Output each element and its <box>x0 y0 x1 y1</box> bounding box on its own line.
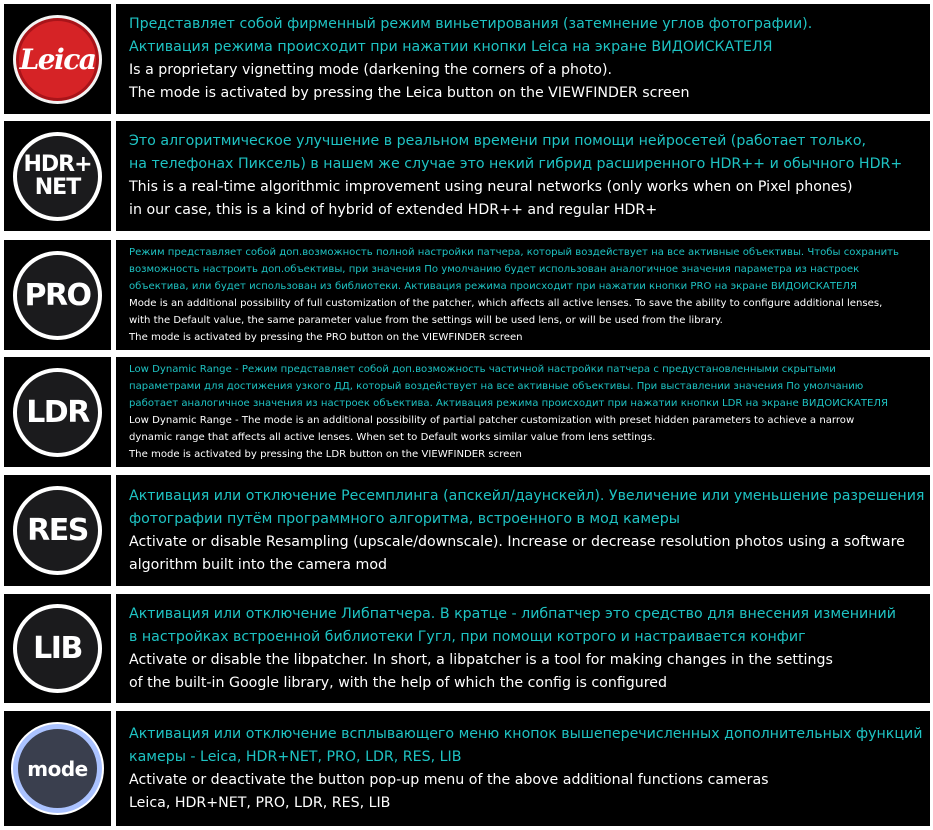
badge-label: LDR <box>26 394 89 430</box>
description-ru-line: параметрами для достижения узкого ДД, который воздействует на все активные объективы. При выставлении значения По умолчанию <box>129 381 864 392</box>
feature-row-mode <box>0 711 933 826</box>
description-en-line: Activate or deactivate the button pop-up menu of the above additional functions cameras <box>129 771 769 788</box>
badge-label: LIB <box>33 631 82 666</box>
badge-label: mode <box>27 756 88 781</box>
feature-row-hdr-net <box>0 121 933 231</box>
description-cell <box>116 711 930 826</box>
feature-row-res <box>0 475 933 586</box>
icon-cell <box>4 240 111 350</box>
description-ru-line: возможность настроить доп.объективы, при значения По умолчанию будет использован аналогичное значения параметра из настроек <box>129 264 860 275</box>
description-cell <box>116 4 930 114</box>
description-en-line: Is a proprietary vignetting mode (darkening the corners of a photo). <box>129 62 612 78</box>
badge-label: RES <box>27 513 88 548</box>
description-en-line: The mode is activated by pressing the Leica button on the VIEWFINDER screen <box>129 85 690 101</box>
description-en-line: Activate or disable the libpatcher. In short, a libpatcher is a tool for making changes in the settings <box>129 651 833 668</box>
description-ru-line: фотографии путём программного алгоритма, встроенного в мод камеры <box>129 510 680 527</box>
description-ru-line: объектива, или будет использован из библиотеки. Активация режима происходит при нажатии кнопки PRO на экране ВИДОИСКАТЕЛЯ <box>129 281 857 292</box>
description-en-line: with the Default value, the same parameter value from the settings will be used lens, or will be used from the library. <box>129 315 723 326</box>
icon-cell <box>4 121 111 231</box>
description-cell <box>116 475 930 586</box>
description-ru-line: на телефонах Пиксель) в нашем же случае это некий гибрид расширенного HDR++ и обычного HDR+ <box>129 156 903 172</box>
description-ru-line: Режим представляет собой доп.возможность полной настройки патчера, который воздействует на все активные объективы. Чтобы сохранить <box>129 247 899 258</box>
description-en-line: Activate or disable Resampling (upscale/downscale). Increase or decrease resolution photos using a software <box>129 533 905 550</box>
icon-cell <box>4 711 111 826</box>
description-en-line: The mode is activated by pressing the LDR button on the VIEWFINDER screen <box>129 449 522 460</box>
feature-row-lib <box>0 594 933 703</box>
feature-row-pro <box>0 240 933 350</box>
icon-cell <box>4 4 111 114</box>
hdr-net-button-icon <box>13 132 102 221</box>
description-en-line: Mode is an additional possibility of full customization of the patcher, which affects all active lenses. To save the ability to configure additional lenses, <box>129 298 883 309</box>
description-en-line: in our case, this is a kind of hybrid of extended HDR++ and regular HDR+ <box>129 202 658 218</box>
ldr-button-icon <box>13 368 102 457</box>
description-ru-line: Low Dynamic Range - Режим представляет собой доп.возможность частичной настройки патчера с предустановленными скрытыми <box>129 364 836 375</box>
description-cell <box>116 121 930 231</box>
description-ru-line: в настройках встроенной библиотеки Гугл, при помощи котрого и настраивается конфиг <box>129 628 806 645</box>
badge-label: PRO <box>24 277 91 313</box>
lib-button-icon <box>13 604 102 693</box>
description-en-line: algorithm built into the camera mod <box>129 556 388 573</box>
icon-cell <box>4 357 111 467</box>
description-ru-line: работает аналогичное значения из настроек объектива. Активация режима происходит при нажатии кнопки LDR на экране ВИДОИСКАТЕЛЯ <box>129 398 889 409</box>
description-ru-line: камеры - Leica, HDR+NET, PRO, LDR, RES, LIB <box>129 748 462 765</box>
description-en-line: The mode is activated by pressing the PRO button on the VIEWFINDER screen <box>129 332 523 343</box>
description-cell <box>116 240 930 350</box>
description-ru-line: Представляет собой фирменный режим виньетирования (затемнение углов фотографии). <box>129 16 813 32</box>
badge-label: HDR+ <box>23 152 92 177</box>
description-en-line: of the built-in Google library, with the help of which the config is configured <box>129 674 668 691</box>
description-en-line: This is a real-time algorithmic improvement using neural networks (only works when on Pixel phones) <box>129 179 853 195</box>
pro-button-icon <box>13 251 102 340</box>
icon-cell <box>4 475 111 586</box>
description-ru-line: Активация или отключение всплывающего меню кнопок вышеперечисленных дополнительных функций <box>129 725 923 742</box>
badge-label: Leica <box>19 42 96 76</box>
leica-button-icon <box>13 15 102 104</box>
mode-button-icon <box>13 724 102 813</box>
description-ru-line: Активация режима происходит при нажатии кнопки Leica на экране ВИДОИСКАТЕЛЯ <box>129 39 773 55</box>
description-en-line: Leica, HDR+NET, PRO, LDR, RES, LIB <box>129 794 391 811</box>
icon-cell <box>4 594 111 703</box>
feature-row-ldr <box>0 357 933 467</box>
description-en-line: dynamic range that affects all active lenses. When set to Default works similar value from lens settings. <box>129 432 656 443</box>
description-cell <box>116 357 930 467</box>
res-button-icon <box>13 486 102 575</box>
description-en-line: Low Dynamic Range - The mode is an additional possibility of partial patcher customization with preset hidden parameters to achieve a narrow <box>129 415 855 426</box>
description-ru-line: Активация или отключение Либпатчера. В кратце - либпатчер это средство для внесения измениний <box>129 605 896 622</box>
description-ru-line: Активация или отключение Ресемплинга (апскейл/даунскейл). Увеличение или уменьшение разрешения <box>129 487 925 504</box>
badge-label: NET <box>34 175 81 200</box>
description-cell <box>116 594 930 703</box>
description-ru-line: Это алгоритмическое улучшение в реальном времени при помощи нейросетей (работает только, <box>129 133 867 149</box>
feature-row-leica <box>0 4 933 114</box>
